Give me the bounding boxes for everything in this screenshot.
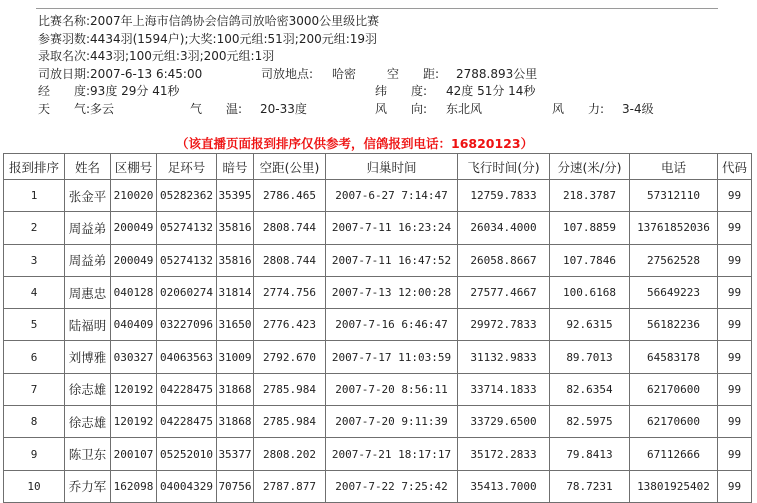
table-row [4,373,752,405]
cell-speed: 79.8413 [550,438,630,470]
cell-rank: 5 [4,309,65,341]
coords-row [38,83,536,101]
table-row [4,276,752,308]
cell-ring-number: 02060274 [157,276,217,308]
cell-loft-id: 120192 [111,406,157,438]
cell-flight-time: 27577.4667 [458,276,550,308]
cell-arrival-time: 2007-7-16 6:46:47 [326,309,458,341]
cell-speed: 107.7846 [550,244,630,276]
cell-secret-code: 35816 [217,212,254,244]
cell-phone: 64583178 [630,341,718,373]
cell-ring-number: 04004329 [157,470,217,502]
cell-name: 周益弟 [65,244,111,276]
cell-distance: 2774.756 [254,276,326,308]
distance-value: 2788.893公里 [456,66,538,81]
cell-arrival-time: 2007-7-20 8:56:11 [326,373,458,405]
header-rank: 报到排序 [4,154,65,180]
cell-flight-time: 33729.6500 [458,406,550,438]
cell-code: 99 [718,212,752,244]
cell-flight-time: 33714.1833 [458,373,550,405]
cell-speed: 89.7013 [550,341,630,373]
header-ring-number: 足环号 [157,154,217,180]
header-code: 代码 [718,154,752,180]
race-info [38,13,654,119]
cell-flight-time: 26058.8667 [458,244,550,276]
release-place-value: 哈密 [332,66,357,81]
cell-secret-code: 31868 [217,373,254,405]
cell-phone: 13801925402 [630,470,718,502]
release-date-value: 2007-6-13 6:45:00 [90,66,203,81]
table-row [4,244,752,276]
cell-secret-code: 31009 [217,341,254,373]
table-row [4,212,752,244]
cell-arrival-time: 2007-7-13 12:00:28 [326,276,458,308]
cell-loft-id: 210020 [111,180,157,212]
entries-row [38,31,379,49]
race-title-label: 比赛名称: [38,14,91,28]
cell-speed: 78.7231 [550,470,630,502]
cell-phone: 67112666 [630,438,718,470]
cell-speed: 100.6168 [550,276,630,308]
latitude-value: 42度 51分 14秒 [446,84,536,99]
cell-secret-code: 35377 [217,438,254,470]
cell-flight-time: 12759.7833 [458,180,550,212]
cell-loft-id: 200049 [111,212,157,244]
cell-code: 99 [718,438,752,470]
distance-label: 空 距: [387,66,440,81]
temperature-label: 气 温: [190,101,243,116]
cell-code: 99 [718,180,752,212]
cell-flight-time: 29972.7833 [458,309,550,341]
cell-rank: 10 [4,470,65,502]
cell-name: 徐志雄 [65,373,111,405]
table-header-row [4,154,752,180]
header-secret-code: 暗号 [217,154,254,180]
cell-code: 99 [718,244,752,276]
cell-rank: 6 [4,341,65,373]
cell-flight-time: 31132.9833 [458,341,550,373]
cell-secret-code: 70756 [217,470,254,502]
cell-ring-number: 05282362 [157,180,217,212]
wind-direction-value: 东北风 [446,101,483,116]
cell-ring-number: 04228475 [157,373,217,405]
table-row [4,406,752,438]
cell-loft-id: 200107 [111,438,157,470]
header-arrival-time: 归巢时间 [326,154,458,180]
cell-speed: 82.6354 [550,373,630,405]
cell-distance: 2785.984 [254,373,326,405]
hotline-notice: （该直播页面报到排序仅供参考，信鸽报到电话：16820123） [176,136,534,151]
header-loft-id: 区棚号 [111,154,157,180]
race-title-value: 2007年上海市信鸽协会信鸽司放哈密3000公里级比赛 [90,14,380,28]
cell-phone: 62170600 [630,406,718,438]
cell-secret-code: 31868 [217,406,254,438]
results-table [3,153,752,503]
wind-force-label: 风 力: [552,101,605,116]
cell-name: 周益弟 [65,212,111,244]
cell-speed: 92.6315 [550,309,630,341]
longitude-value: 93度 29分 41秒 [90,84,180,99]
cell-distance: 2792.670 [254,341,326,373]
cell-secret-code: 31814 [217,276,254,308]
cell-arrival-time: 2007-7-20 9:11:39 [326,406,458,438]
cell-ring-number: 05252010 [157,438,217,470]
cell-ring-number: 04228475 [157,406,217,438]
top-divider [36,8,718,9]
cell-code: 99 [718,406,752,438]
cell-flight-time: 35413.7000 [458,470,550,502]
cell-distance: 2808.744 [254,212,326,244]
cell-code: 99 [718,470,752,502]
cell-distance: 2787.877 [254,470,326,502]
cell-flight-time: 35172.2833 [458,438,550,470]
entries-value: 4434羽(1594户);大奖:100元组:51羽;200元组:19羽 [90,31,378,46]
cell-rank: 1 [4,180,65,212]
cell-distance: 2808.744 [254,244,326,276]
cell-secret-code: 31650 [217,309,254,341]
cell-arrival-time: 2007-7-17 11:03:59 [326,341,458,373]
entries-label: 参赛羽数: [38,31,91,46]
cell-distance: 2785.984 [254,406,326,438]
cell-ring-number: 05274132 [157,212,217,244]
weather-row [38,101,654,119]
cell-loft-id: 040409 [111,309,157,341]
longitude-label: 经 度: [38,84,91,99]
cell-code: 99 [718,276,752,308]
table-row [4,341,752,373]
cell-name: 徐志雄 [65,406,111,438]
cell-loft-id: 200049 [111,244,157,276]
cell-code: 99 [718,373,752,405]
weather-label: 天 气: [38,101,91,116]
cell-ring-number: 05274132 [157,244,217,276]
cell-distance: 2808.202 [254,438,326,470]
admitted-value: 443羽;100元组:3羽;200元组:1羽 [90,49,275,64]
cell-arrival-time: 2007-7-22 7:25:42 [326,470,458,502]
cell-flight-time: 26034.4000 [458,212,550,244]
cell-loft-id: 162098 [111,470,157,502]
cell-phone: 13761852036 [630,212,718,244]
cell-name: 刘博雅 [65,341,111,373]
table-row [4,180,752,212]
table-row [4,470,752,502]
header-distance: 空距(公里) [254,154,326,180]
cell-arrival-time: 2007-6-27 7:14:47 [326,180,458,212]
results-body [4,180,752,503]
cell-loft-id: 040128 [111,276,157,308]
cell-loft-id: 120192 [111,373,157,405]
cell-arrival-time: 2007-7-11 16:47:52 [326,244,458,276]
header-name: 姓名 [65,154,111,180]
release-row [38,66,538,84]
cell-arrival-time: 2007-7-21 18:17:17 [326,438,458,470]
cell-name: 张金平 [65,180,111,212]
cell-loft-id: 030327 [111,341,157,373]
cell-speed: 218.3787 [550,180,630,212]
wind-force-value: 3-4级 [622,101,654,116]
cell-distance: 2776.423 [254,309,326,341]
weather-value: 多云 [90,101,115,116]
cell-speed: 82.5975 [550,406,630,438]
cell-code: 99 [718,341,752,373]
cell-speed: 107.8859 [550,212,630,244]
cell-phone: 57312110 [630,180,718,212]
admitted-row [38,48,379,66]
temperature-value: 20-33度 [260,101,307,116]
cell-phone: 62170600 [630,373,718,405]
cell-name: 周惠忠 [65,276,111,308]
cell-rank: 4 [4,276,65,308]
race-title-row [38,13,379,31]
cell-rank: 9 [4,438,65,470]
cell-phone: 27562528 [630,244,718,276]
release-place-label: 司放地点: [261,66,314,81]
cell-name: 陈卫东 [65,438,111,470]
cell-rank: 7 [4,373,65,405]
cell-ring-number: 04063563 [157,341,217,373]
wind-direction-label: 风 向: [375,101,428,116]
cell-phone: 56649223 [630,276,718,308]
header-speed: 分速(米/分) [550,154,630,180]
release-date-label: 司放日期: [38,66,91,81]
table-row [4,438,752,470]
cell-rank: 3 [4,244,65,276]
table-row [4,309,752,341]
cell-name: 乔力军 [65,470,111,502]
admitted-label: 录取名次: [38,49,91,64]
cell-phone: 56182236 [630,309,718,341]
cell-arrival-time: 2007-7-11 16:23:24 [326,212,458,244]
header-phone: 电话 [630,154,718,180]
cell-secret-code: 35816 [217,244,254,276]
cell-ring-number: 03227096 [157,309,217,341]
cell-rank: 8 [4,406,65,438]
cell-secret-code: 35395 [217,180,254,212]
cell-rank: 2 [4,212,65,244]
cell-distance: 2786.465 [254,180,326,212]
cell-code: 99 [718,309,752,341]
latitude-label: 纬 度: [375,84,428,99]
header-flight-time: 飞行时间(分) [458,154,550,180]
cell-name: 陆福明 [65,309,111,341]
